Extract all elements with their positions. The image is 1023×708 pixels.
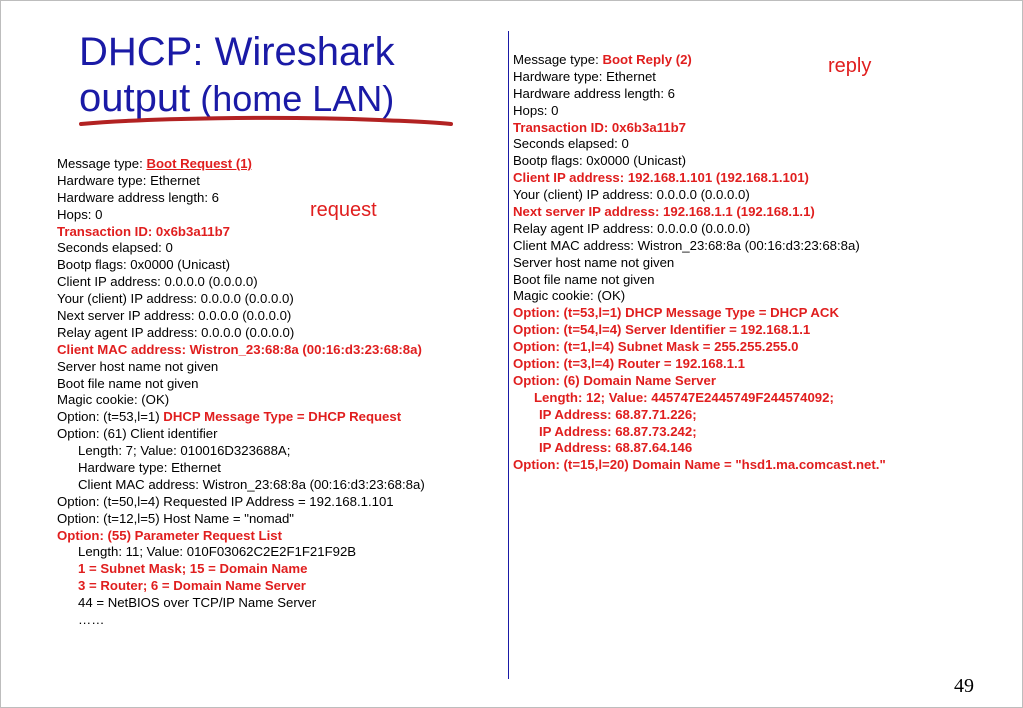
- request-line-client-mac: Client MAC address: Wistron_23:68:8a (00:16:d3:23:68:8a): [57, 341, 422, 357]
- request-line-param-highlight: 1 = Subnet Mask; 15 = Domain Name: [78, 561, 308, 577]
- request-line: Client IP address: 0.0.0.0 (0.0.0.0): [57, 274, 258, 290]
- slide-title: [79, 29, 395, 122]
- reply-line-dns-ip: IP Address: 68.87.73.242;: [539, 423, 697, 439]
- request-line-ellipsis: ……: [78, 612, 105, 628]
- title-line-2b: (home LAN): [190, 78, 395, 119]
- reply-line-dns-length: Length: 12; Value: 445747E2445749F244574092;: [534, 389, 834, 405]
- request-line: Seconds elapsed: 0: [57, 240, 173, 256]
- request-line: Option: (61) Client identifier: [57, 426, 218, 442]
- request-line: Length: 11; Value: 010F03062C2E2F1F21F92B: [78, 544, 357, 560]
- reply-line-option: Option: (t=1,l=4) Subnet Mask = 255.255.255.0: [513, 339, 799, 355]
- request-line: Hardware address length: 6: [57, 189, 220, 205]
- request-line-transaction-id: Transaction ID: 0x6b3a11b7: [57, 223, 230, 239]
- request-line: Bootp flags: 0x0000 (Unicast): [57, 257, 230, 273]
- request-line: Boot file name not given: [57, 375, 199, 391]
- reply-line: Boot file name not given: [513, 271, 655, 287]
- reply-packet-decode: [513, 52, 886, 474]
- request-line: Option: (t=12,l=5) Host Name = "nomad": [57, 510, 294, 526]
- reply-line: Hops: 0: [513, 102, 559, 118]
- request-line: Hardware type: Ethernet: [57, 172, 200, 188]
- title-line-1: DHCP: Wireshark: [79, 30, 395, 74]
- request-line-message-type: Message type: Boot Request (1): [57, 156, 252, 171]
- request-line-option-53: Option: (t=53,l=1) DHCP Message Type = DHCP Request: [57, 409, 402, 425]
- reply-line-transaction-id: Transaction ID: 0x6b3a11b7: [513, 119, 686, 135]
- reply-line-option: Option: (t=53,l=1) DHCP Message Type = DHCP ACK: [513, 305, 839, 321]
- reply-line: Hardware type: Ethernet: [513, 68, 656, 84]
- request-line: Hardware type: Ethernet: [78, 460, 221, 476]
- request-line: Length: 7; Value: 010016D323688A;: [78, 443, 291, 459]
- request-line: Server host name not given: [57, 358, 219, 374]
- reply-line-dns-ip: IP Address: 68.87.64.146: [539, 440, 693, 456]
- column-divider: [508, 31, 509, 679]
- reply-line-option: Option: (t=3,l=4) Router = 192.168.1.1: [513, 356, 745, 372]
- request-line: Your (client) IP address: 0.0.0.0 (0.0.0.0): [57, 291, 294, 307]
- reply-label: reply: [828, 55, 872, 77]
- request-line: Option: (t=50,l=4) Requested IP Address = 192.168.1.101: [57, 493, 394, 509]
- request-line: 44 = NetBIOS over TCP/IP Name Server: [78, 595, 317, 611]
- reply-line: Bootp flags: 0x0000 (Unicast): [513, 153, 686, 169]
- request-line: Next server IP address: 0.0.0.0 (0.0.0.0): [57, 308, 292, 324]
- reply-line: Magic cookie: (OK): [513, 288, 626, 304]
- title-underline-swoosh: [79, 113, 459, 133]
- reply-line: Relay agent IP address: 0.0.0.0 (0.0.0.0): [513, 220, 751, 236]
- reply-line-option: Option: (t=54,l=4) Server Identifier = 192.168.1.1: [513, 322, 811, 338]
- reply-line-client-ip: Client IP address: 192.168.1.101 (192.168.1.101): [513, 170, 809, 186]
- request-packet-decode: [57, 156, 425, 629]
- reply-line: Client MAC address: Wistron_23:68:8a (00:16:d3:23:68:8a): [513, 237, 860, 253]
- page-number: 49: [954, 675, 974, 697]
- request-line: Hops: 0: [57, 206, 103, 222]
- request-line: Magic cookie: (OK): [57, 392, 170, 408]
- reply-line: Hardware address length: 6: [513, 85, 676, 101]
- reply-line-dns-ip: IP Address: 68.87.71.226;: [539, 406, 697, 422]
- request-line: Relay agent IP address: 0.0.0.0 (0.0.0.0): [57, 324, 295, 340]
- reply-line: Your (client) IP address: 0.0.0.0 (0.0.0.0): [513, 187, 750, 203]
- reply-line-option: Option: (6) Domain Name Server: [513, 372, 716, 388]
- reply-line: Seconds elapsed: 0: [513, 136, 629, 152]
- request-option-53-value: DHCP Message Type = DHCP Request: [163, 409, 402, 425]
- request-line-param-highlight: 3 = Router; 6 = Domain Name Server: [78, 578, 306, 594]
- reply-line: Server host name not given: [513, 254, 675, 270]
- reply-line-option: Option: (t=15,l=20) Domain Name = "hsd1.ma.comcast.net.": [513, 457, 886, 473]
- reply-message-type-value: Boot Reply (2): [602, 52, 692, 67]
- request-message-type-value: Boot Request (1): [146, 156, 252, 171]
- reply-line-next-server: Next server IP address: 192.168.1.1 (192.168.1.1): [513, 204, 815, 220]
- reply-line-message-type: Message type: Boot Reply (2): [513, 52, 692, 67]
- request-line: Client MAC address: Wistron_23:68:8a (00:16:d3:23:68:8a): [78, 476, 425, 492]
- request-label: request: [310, 199, 377, 221]
- request-line-option-55: Option: (55) Parameter Request List: [57, 527, 282, 543]
- title-line-2a: output: [79, 76, 191, 120]
